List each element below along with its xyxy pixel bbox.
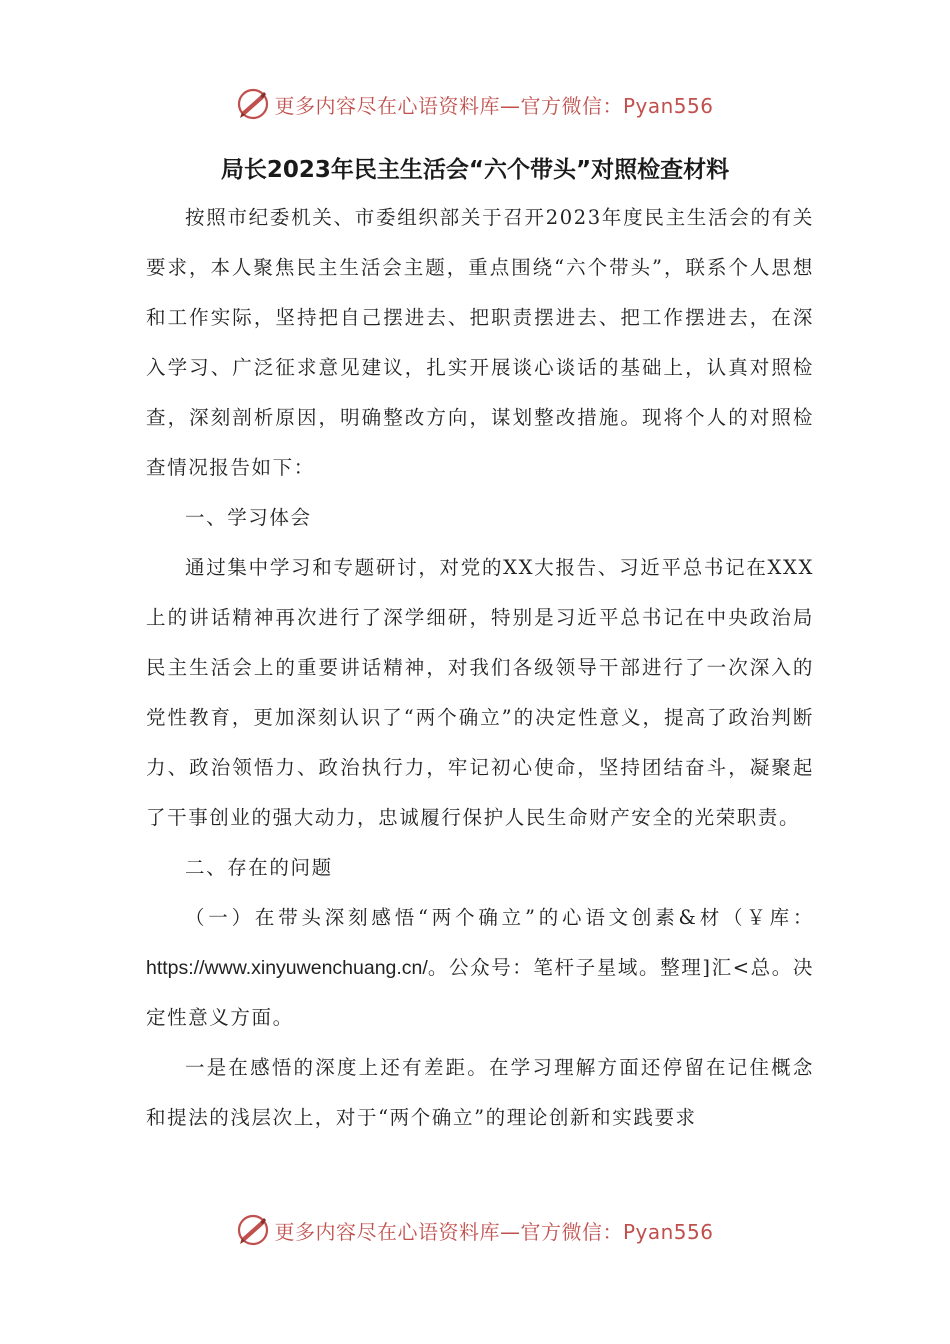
pen-logo-icon (236, 87, 270, 121)
depth-gap-paragraph: 一是在感悟的深度上还有差距。在学习理解方面还停留在记住概念和提法的浅层次上，对于“两个确立”的理论创新和实践要求 (146, 1056, 814, 1129)
study-paragraph: 通过集中学习和专题研讨，对党的XX大报告、习近平总书记在XXX上的讲话精神再次进行了深学细研，特别是习近平总书记在中央政治局民主生活会上的重要讲话精神，对我们各级领导干部进行了一次深入的党性教育，更加深刻认识了“两个确立”的决定性意义，提高了政治判断力、政治领悟力、政治执行力，牢记初心使命，坚持团结奋斗，凝聚起了干事创业的强大动力，忠诚履行保护人民生命财产安全的光荣职责。 (146, 556, 814, 829)
source-url-link[interactable]: https://www.xinyuwenchuang.cn/ (146, 957, 428, 979)
footer-banner-text: 更多内容尽在心语资料库—官方微信：Pyan556 (274, 1219, 714, 1244)
header-banner (0, 84, 950, 124)
intro-paragraph: 按照市纪委机关、市委组织部关于召开2023年度民主生活会的有关要求，本人聚焦民主生活会主题，重点围绕“六个带头”，联系个人思想和工作实际，坚持把自己摆进去、把职责摆进去、把工作摆进去，在深入学习、广泛征求意见建议，扎实开展谈心谈话的基础上，认真对照检查，深刻剖析原因，明确整改方向，谋划整改措施。现将个人的对照检查情况报告如下： (146, 206, 814, 479)
section-heading-problems: 二、存在的问题 (185, 856, 333, 879)
page-title: 局长2023年民主生活会“六个带头”对照检查材料 (220, 157, 730, 183)
problem-one-prefix: （一）在带头深刻感悟“两个确立”的心语文创素&材（￥库： (185, 906, 814, 929)
problem-one-suffix: 。公众号：笔杆子星域。整理]汇<总。决定性意义方面。 (146, 956, 814, 1029)
pen-logo-icon (236, 1213, 270, 1247)
footer-banner (0, 1210, 950, 1250)
header-banner-text: 更多内容尽在心语资料库—官方微信：Pyan556 (274, 93, 714, 118)
problem-one-paragraph (146, 893, 814, 1043)
document-body (146, 193, 814, 1143)
section-heading-study: 一、学习体会 (185, 506, 312, 529)
